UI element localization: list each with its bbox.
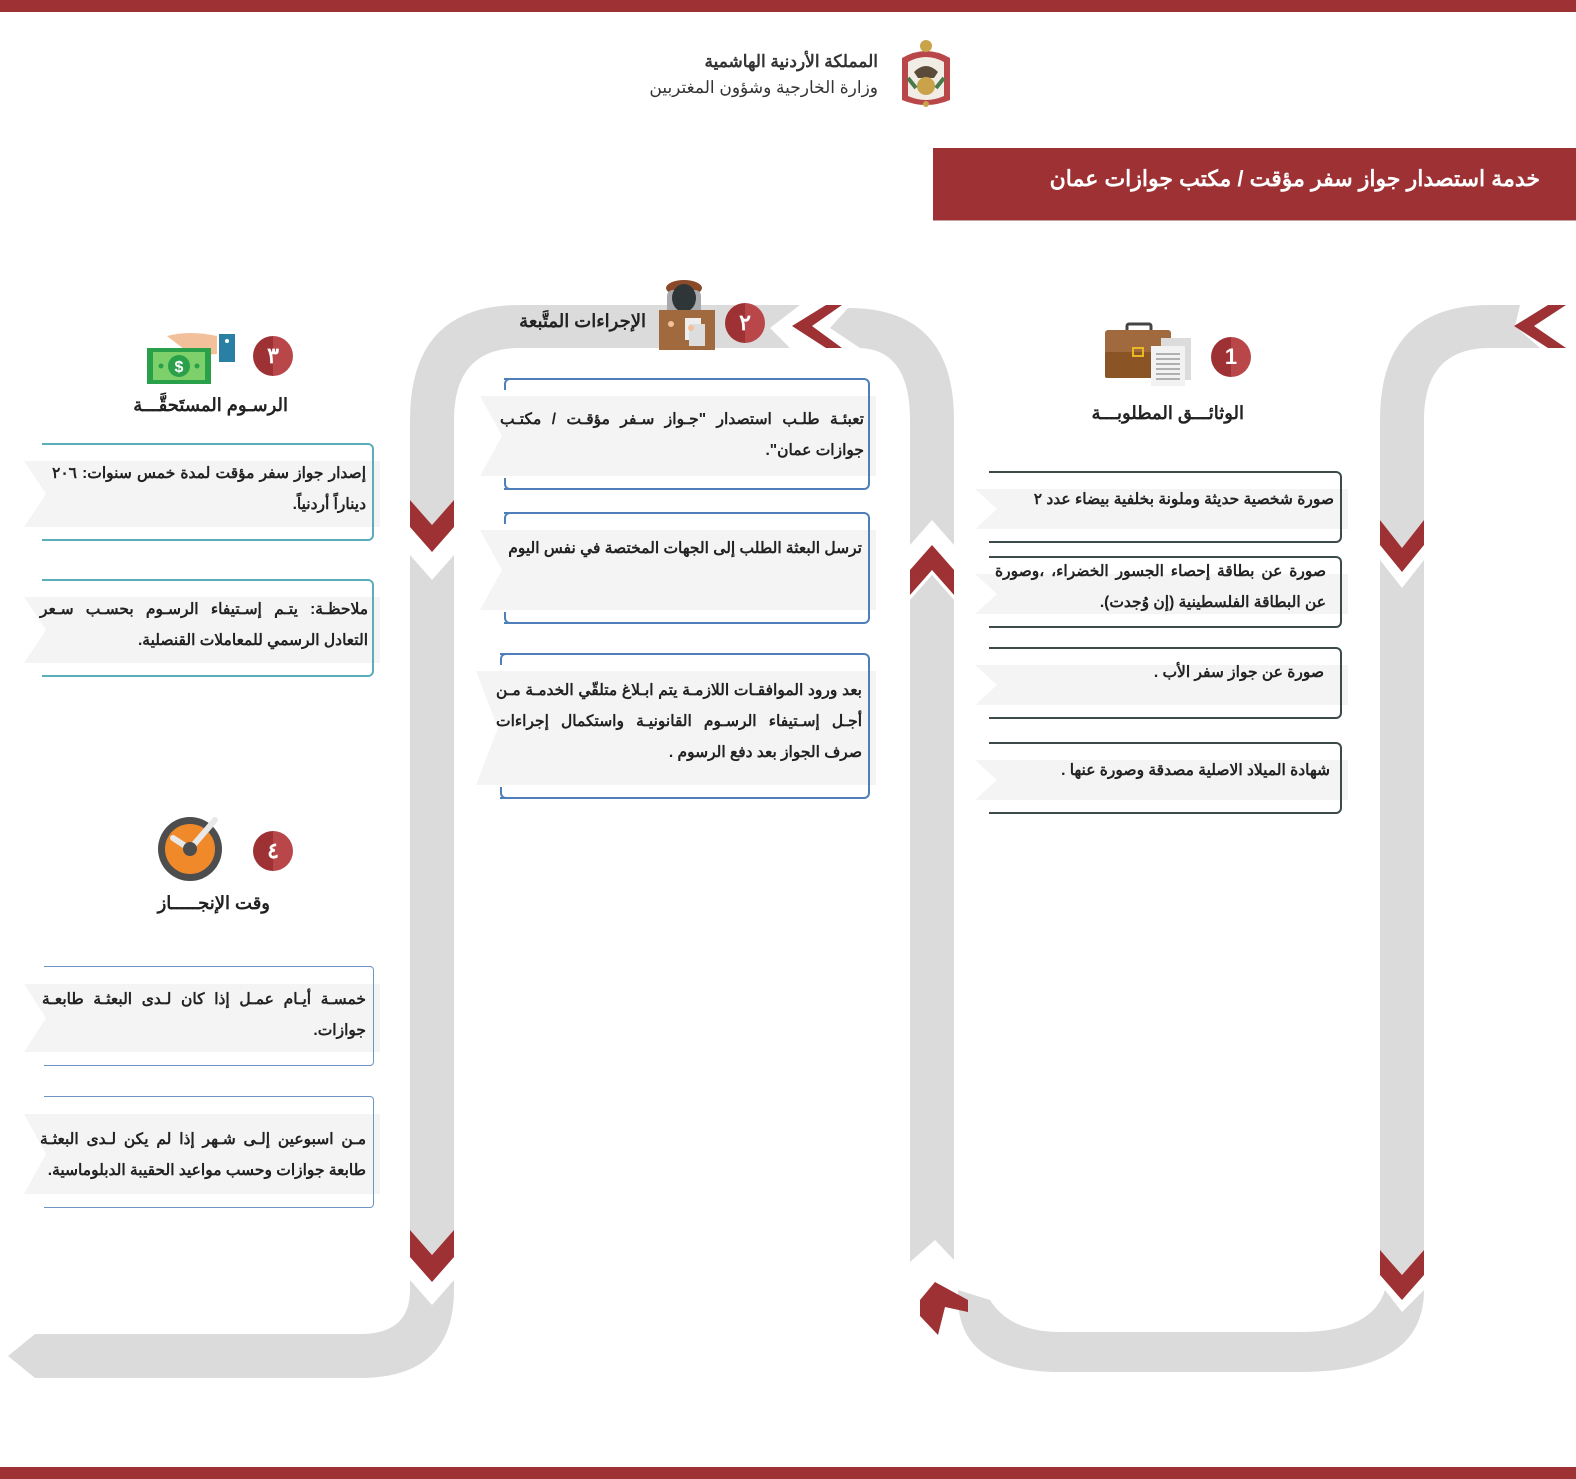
document-item-card xyxy=(975,471,1348,543)
document-item-text: شهادة الميلاد الاصلية مصدقة وصورة عنها . xyxy=(1061,762,1330,779)
document-item-text: صورة عن جواز سفر الأب . xyxy=(1153,664,1324,681)
svg-text:$: $ xyxy=(174,359,184,376)
flow-segment-right-column xyxy=(1380,560,1424,1275)
procedure-step-card xyxy=(480,512,876,624)
flow-segment-right-top xyxy=(1380,305,1540,548)
briefcase-documents-icon xyxy=(1105,322,1195,386)
time-item-text: مـن اسبوعين إلـى شـهر إذا لم يكن لـدى البعثـة طابعة جوازات وحسب مواعيد الحقيبة الدبلوماسية. xyxy=(40,1131,366,1179)
document-item-card xyxy=(975,556,1348,628)
time-item-text: خمسـة أيـام عمـل إذا كان لـدى البعثـة طابعـة جوازات. xyxy=(42,991,366,1039)
procedure-step-text: ترسل البعثة الطلب إلى الجهات المختصة في نفس اليوم xyxy=(508,540,862,557)
procedure-step-text: بعد ورود الموافقـات اللازمـة يتم ابـلاغ متلقّي الخدمـة مـن أجـل إسـتيفاء الرسـوم القانونيـة واستكمال إجراءات صرف الجواز بعد دفع الرسوم . xyxy=(496,682,862,761)
section-title-time: وقت الإنجـــــاز xyxy=(157,893,270,913)
ministry-header xyxy=(600,34,970,114)
step-number-badge: ٢ xyxy=(725,303,765,343)
service-title-banner xyxy=(933,148,1576,220)
procedure-step-card xyxy=(480,378,876,490)
flow-segment-middle-right-column xyxy=(910,575,954,1262)
person-at-desk-icon xyxy=(657,280,717,350)
step-number-badge: ٤ xyxy=(253,831,293,871)
fee-item-text: ملاحظـة: يتـم إسـتيفاء الرسـوم بحسـب سـعر التعادل الرسمي للمعاملات القنصلية. xyxy=(40,601,368,649)
chevron-up-curved-icon xyxy=(920,1282,968,1335)
section-title-procedures: الإجراءات المتَّبعة xyxy=(519,311,646,331)
section-title-documents: الوثائـــق المطلوبـــة xyxy=(1091,403,1244,423)
org-name: المملكة الأردنية الهاشمية xyxy=(704,52,878,71)
document-item-card xyxy=(975,742,1348,814)
service-title: خدمة استصدار جواز سفر مؤقت / مكتب جوازات عمان xyxy=(1049,166,1540,191)
time-item-card xyxy=(24,966,380,1066)
document-item-card xyxy=(975,647,1348,719)
fee-item-card xyxy=(24,579,380,677)
jordan-coat-of-arms-icon xyxy=(894,38,958,112)
bottom-border-bar xyxy=(0,1467,1576,1479)
time-item-card xyxy=(24,1096,380,1208)
flow-segment-bottom-left xyxy=(8,1280,454,1378)
document-item-text: صورة شخصية حديثة وملونة بخلفية بيضاء عدد ٢ xyxy=(1033,491,1334,508)
clock-icon xyxy=(157,816,227,882)
step-number-badge: 1 xyxy=(1211,337,1251,377)
document-item-text: صورة عن بطاقة إحصاء الجسور الخضراء، ،وصورة عن البطاقة الفلسطينية (إن وُجدت). xyxy=(995,563,1326,611)
fee-item-text: إصدار جواز سفر مؤقت لمدة خمس سنوات: ٢٠٦ ديناراً أردنياً. xyxy=(52,465,366,513)
step-number-badge: ٣ xyxy=(253,336,293,376)
money-hand-icon xyxy=(145,330,237,386)
fee-item-card xyxy=(24,443,380,541)
ministry-name: وزارة الخارجية وشؤون المغتربين xyxy=(649,78,878,97)
procedure-step-text: تعبئـة طلـب استصدار "جـواز سـفر مؤقـت / مكتـب جوازات عمان". xyxy=(500,411,864,459)
procedure-step-card xyxy=(476,653,876,799)
section-title-fees: الرسـوم المستَحقَّـــة xyxy=(133,395,288,415)
flow-segment-bottom-right xyxy=(958,1290,1424,1372)
flow-segment-left-column xyxy=(410,555,454,1255)
